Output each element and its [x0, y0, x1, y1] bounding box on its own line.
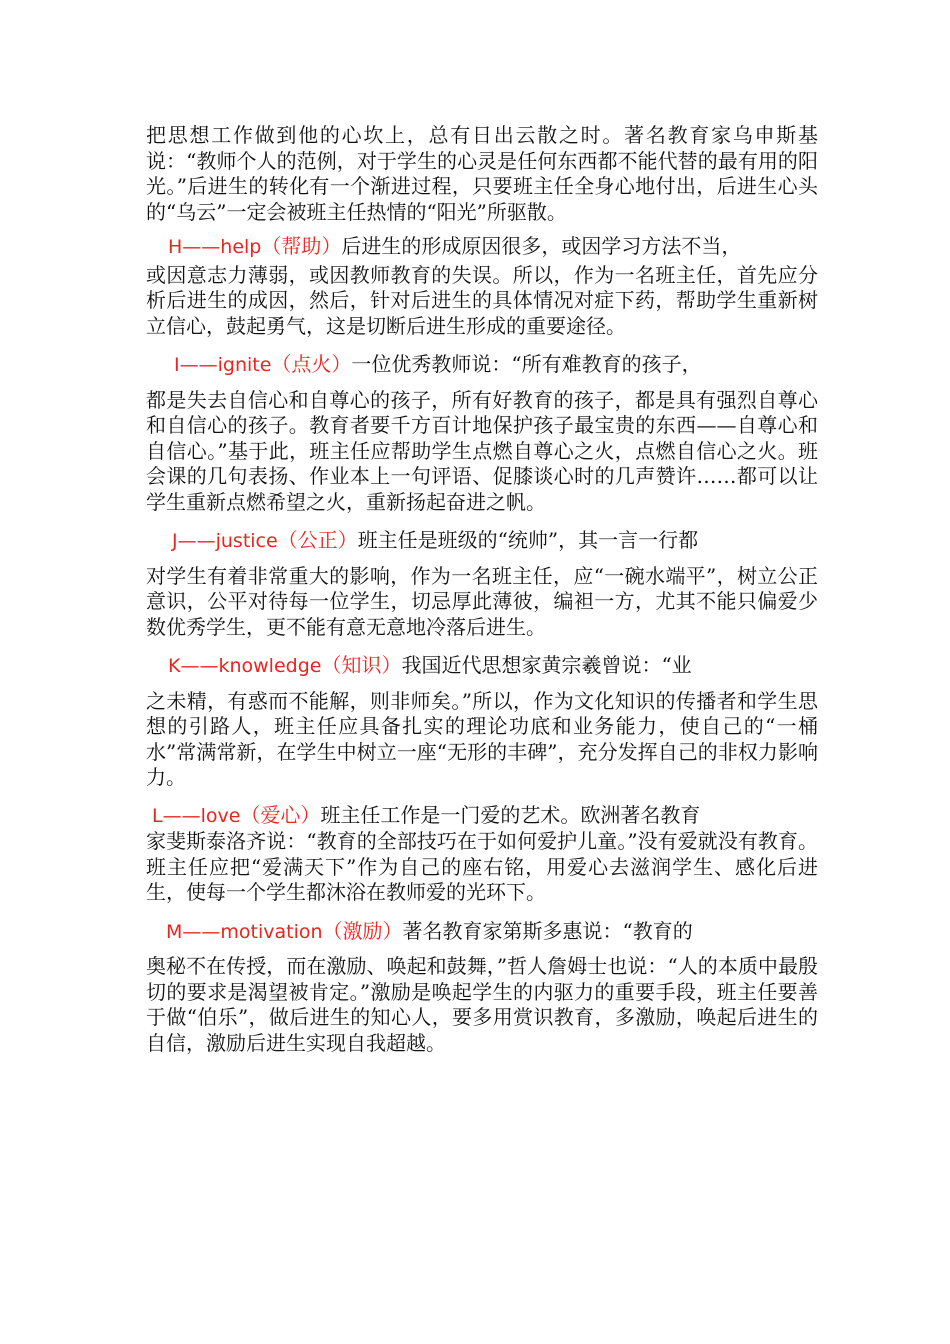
- intro-paragraph: 把思想工作做到他的心坎上，总有日出云散之时。著名教育家乌申斯基说：“教师个人的范例，对于学生的心灵是任何东西都不能代替的最有用的阳光。”后进生的转化有一个渐进过程，只要班主任全身心地付出，后进生心头的“乌云”一定会被班主任热情的“阳光”所驱散。: [146, 123, 818, 224]
- section-help: [146, 234, 818, 339]
- section-help-lead: 后进生的形成原因很多，或因学习方法不当，: [341, 234, 742, 258]
- section-justice-heading: [146, 528, 818, 555]
- section-ignite-heading: [146, 352, 818, 379]
- section-help-heading: [146, 234, 818, 261]
- section-motivation: [146, 919, 818, 1057]
- section-knowledge-heading: [146, 653, 818, 680]
- section-ignite-term: I——ignite: [174, 354, 272, 376]
- section-ignite-lead: 一位优秀教师说：“所有难教育的孩子，: [351, 352, 702, 376]
- section-help-cn: （帮助）: [261, 234, 342, 258]
- section-motivation-body: 奥秘不在传授，而在激励、唤起和鼓舞，”哲人詹姆士也说：“人的本质中最殷切的要求是渴望被肯定。”激励是唤起学生的内驱力的重要手段，班主任要善于做“伯乐”，做后进生的知心人，要多用赏识教育，多激励，唤起后进生的自信，激励后进生实现自我超越。: [146, 954, 818, 1055]
- section-love-body: 家斐斯泰洛齐说：“教育的全部技巧在于如何爱护儿童。”没有爱就没有教育。班主任应把“爱满天下”作为自己的座右铭，用爱心去滋润学生、感化后进生，使每一个学生都沐浴在教师爱的光环下。: [146, 829, 818, 904]
- section-motivation-heading: [146, 919, 818, 946]
- section-justice-cn: （公正）: [277, 528, 358, 552]
- section-love: [146, 803, 818, 906]
- section-motivation-cn: （激励）: [322, 918, 403, 943]
- section-love-heading: [146, 803, 818, 830]
- section-justice-lead: 班主任是班级的“统帅”，其一言一行都: [357, 528, 699, 552]
- section-ignite: [146, 352, 818, 515]
- section-motivation-lead: 著名教育家第斯多惠说：“教育的: [402, 918, 693, 943]
- section-knowledge: [146, 653, 818, 791]
- section-love-term: L——love: [152, 804, 241, 827]
- section-justice: [146, 528, 818, 640]
- section-help-body: 或因意志力薄弱，或因教师教育的失误。所以，作为一名班主任，首先应分析后进生的成因，然后，针对后进生的具体情况对症下药，帮助学生重新树立信心，鼓起勇气，这是切断后进生形成的重要途径。: [146, 262, 818, 338]
- section-help-term: H——help: [168, 236, 262, 258]
- section-motivation-term: M——motivation: [166, 920, 323, 943]
- section-knowledge-body: 之未精，有惑而不能解，则非师矣。”所以，作为文化知识的传播者和学生思想的引路人，班主任应具备扎实的理论功底和业务能力，使自己的“一桶水”常满常新，在学生中树立一座“无形的丰碑”，充分发挥自己的非权力影响力。: [146, 688, 818, 789]
- section-love-cn: （爱心）: [240, 802, 321, 827]
- section-justice-body: 对学生有着非常重大的影响，作为一名班主任，应“一碗水端平”，树立公正意识，公平对待每一位学生，切忌厚此薄彼，编袒一方，尤其不能只偏爱少数优秀学生，更不能有意无意地冷落后进生。: [146, 563, 818, 639]
- section-ignite-body: 都是失去自信心和自尊心的孩子，所有好教育的孩子，都是具有强烈自尊心和自信心的孩子。教育者要千方百计地保护孩子最宝贵的东西——自尊心和自信心。”基于此，班主任应帮助学生点燃自尊心之火，点燃自信心之火。班会课的几句表扬、作业本上一句评语、促膝谈心时的几声赞许……都可以让学生重新点燃希望之火，重新扬起奋进之帆。: [146, 387, 818, 514]
- section-ignite-cn: （点火）: [271, 352, 352, 376]
- section-love-lead: 班主任工作是一门爱的艺术。欧洲著名教育: [320, 802, 701, 827]
- section-knowledge-lead: 我国近代思想家黄宗羲曾说：“业: [401, 653, 692, 677]
- section-knowledge-cn: （知识）: [321, 653, 402, 677]
- document-page: [146, 123, 818, 1056]
- section-justice-term: J——justice: [172, 530, 278, 552]
- section-knowledge-term: K——knowledge: [168, 655, 322, 677]
